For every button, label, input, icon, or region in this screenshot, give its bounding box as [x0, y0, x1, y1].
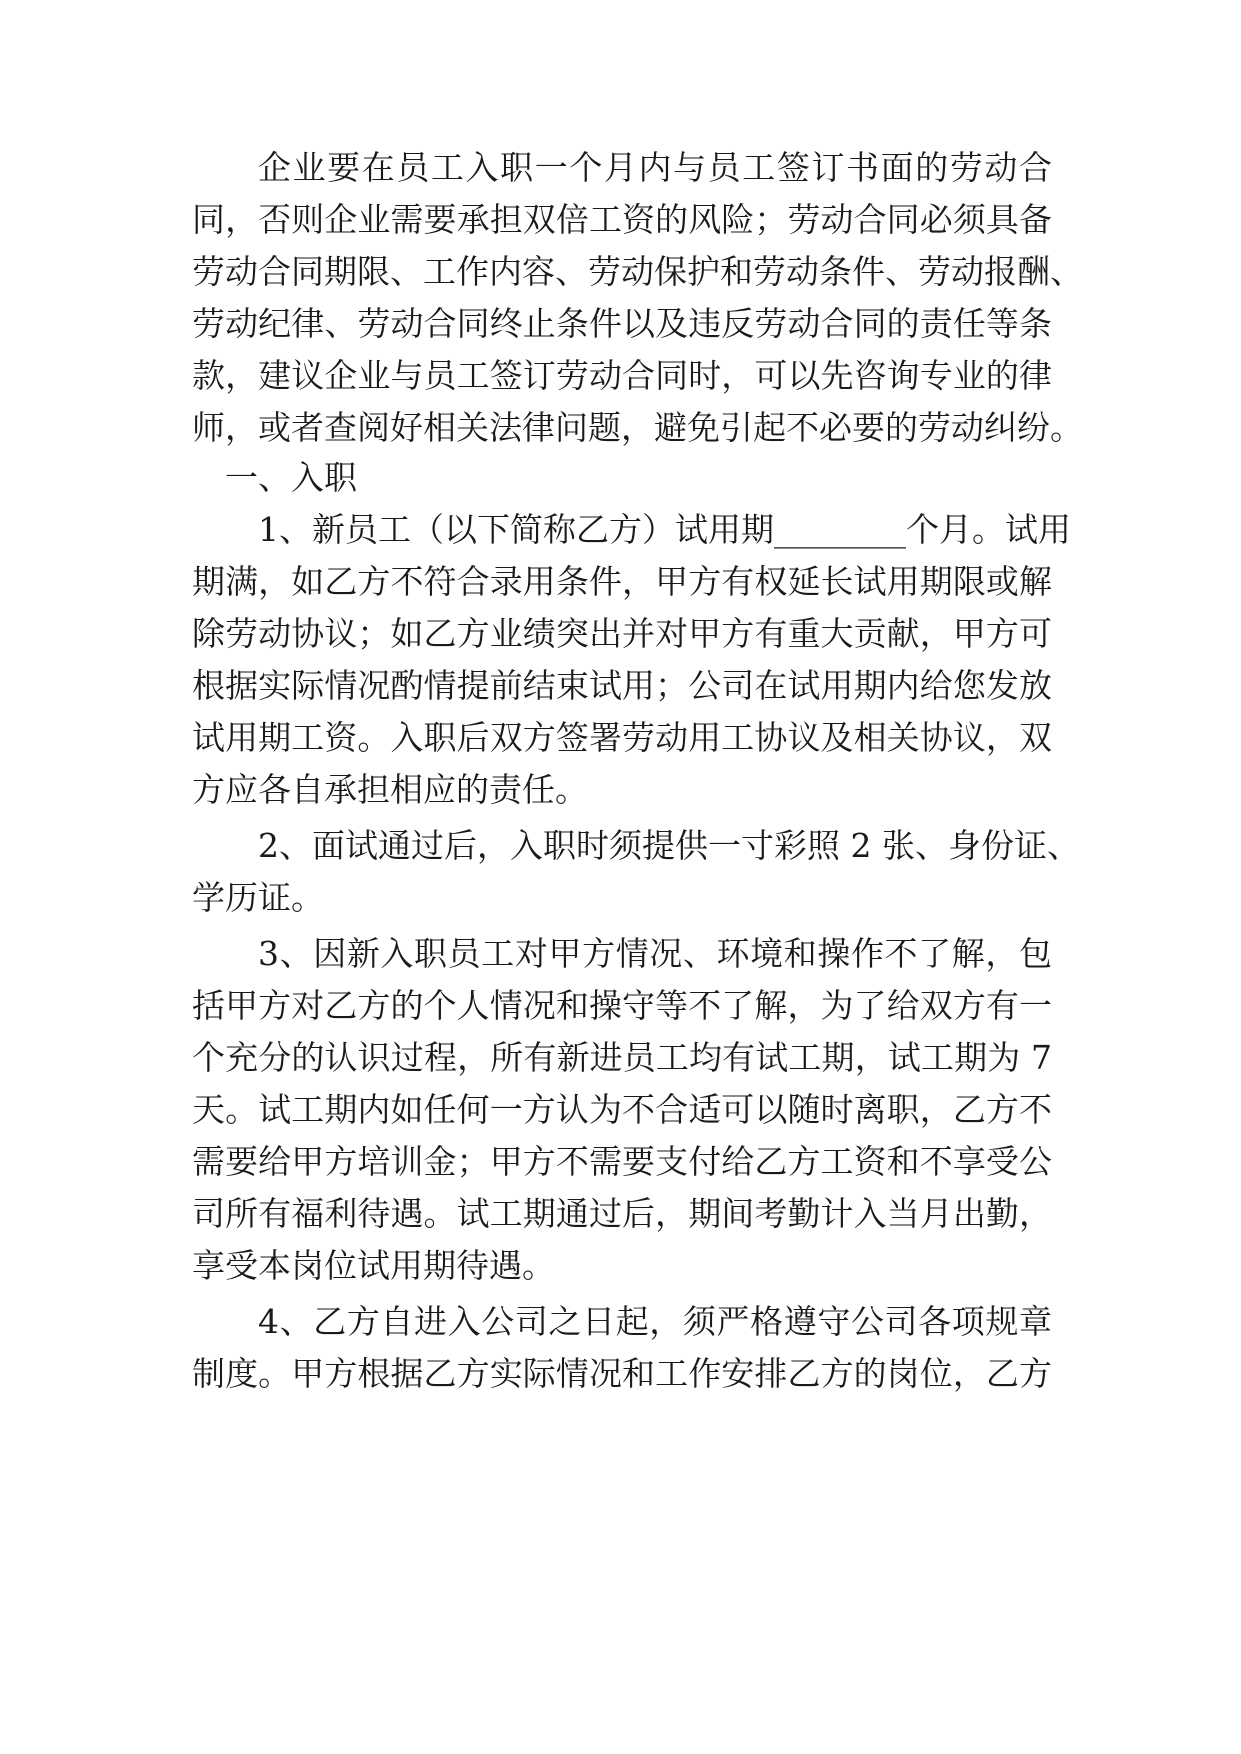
item1-line-5: 试用期工资。入职后双方签署劳动用工协议及相关协议，双 [192, 718, 1052, 757]
item3-line-5: 需要给甲方培训金；甲方不需要支付给乙方工资和不享受公 [192, 1142, 1052, 1181]
intro-line-2: 同，否则企业需要承担双倍工资的风险；劳动合同必须具备 [192, 200, 1052, 239]
item3-line-6: 司所有福利待遇。试工期通过后，期间考勤计入当月出勤， [192, 1194, 1052, 1233]
intro-line-4: 劳动纪律、劳动合同终止条件以及违反劳动合同的责任等条 [192, 304, 1052, 343]
item1-line-6: 方应各自承担相应的责任。 [192, 770, 588, 809]
section-heading: 一、入职 [225, 458, 357, 497]
item1-line-2: 期满，如乙方不符合录用条件，甲方有权延长试用期限或解 [192, 562, 1052, 601]
item3-line-2: 括甲方对乙方的个人情况和操守等不了解，为了给双方有一 [192, 986, 1052, 1025]
item3-line-3: 个充分的认识过程，所有新进员工均有试工期，试工期为 7 [192, 1038, 1052, 1077]
intro-line-3: 劳动合同期限、工作内容、劳动保护和劳动条件、劳动报酬、 [192, 252, 1083, 291]
item4-line-1: 4、乙方自进入公司之日起，须严格遵守公司各项规章 [258, 1302, 1052, 1341]
item1-line-3: 除劳动协议；如乙方业绩突出并对甲方有重大贡献，甲方可 [192, 614, 1052, 653]
intro-line-5: 款，建议企业与员工签订劳动合同时，可以先咨询专业的律 [192, 356, 1052, 395]
item2-line-2: 学历证。 [192, 878, 324, 917]
item2-line-1: 2、面试通过后，入职时须提供一寸彩照 2 张、身份证、 [258, 826, 1080, 865]
item4-line-2: 制度。甲方根据乙方实际情况和工作安排乙方的岗位，乙方 [192, 1354, 1052, 1393]
item1-line-1: 1、新员工（以下简称乙方）试用期________个月。试用 [258, 510, 1071, 549]
item3-line-4: 天。试工期内如任何一方认为不合适可以随时离职，乙方不 [192, 1090, 1052, 1129]
intro-line-6: 师，或者查阅好相关法律问题，避免引起不必要的劳动纠纷。 [192, 408, 1083, 447]
item3-line-7: 享受本岗位试用期待遇。 [192, 1246, 555, 1285]
intro-line-1: 企业要在员工入职一个月内与员工签订书面的劳动合 [258, 148, 1052, 187]
item3-line-1: 3、因新入职员工对甲方情况、环境和操作不了解，包 [258, 934, 1052, 973]
item1-line-4: 根据实际情况酌情提前结束试用；公司在试用期内给您发放 [192, 666, 1052, 705]
